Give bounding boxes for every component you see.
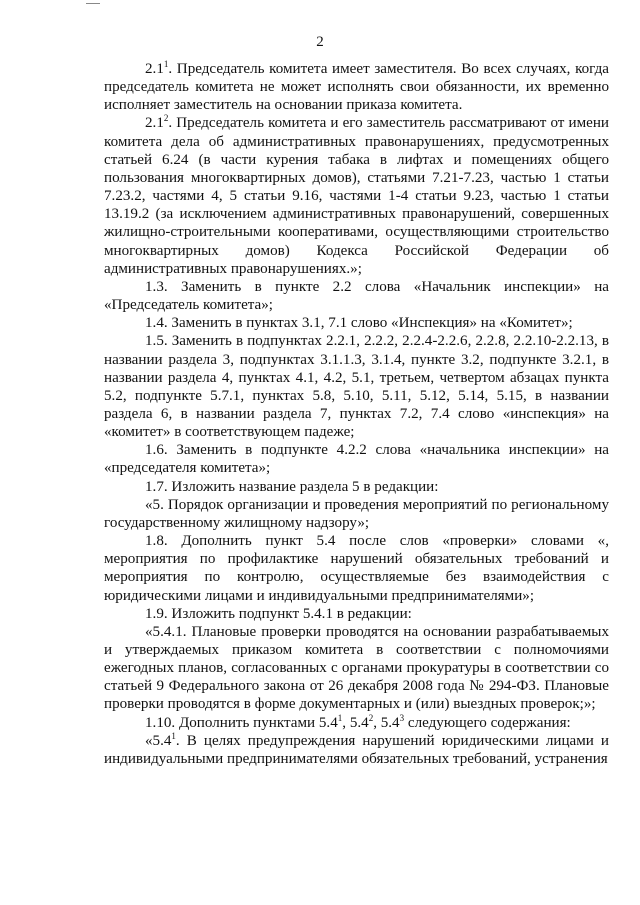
document-body	[104, 60, 609, 768]
paragraph-2-1-1: $2.1^1$. Председатель комитета имеет заместителя. Во всех случаях, когда председатель комитета не может исполнять свои обязанности, их временно исполняет заместитель на основании приказа комитета.	[104, 59, 609, 114]
paragraph-1-5: 1.5. Заменить в подпунктах 2.2.1, 2.2.2, 2.2.4-2.2.6, 2.2.8, 2.2.10-2.2.13, в названии раздела 3, подпунктах 3.1.1.3, 3.1.4, пункте 3.2, подпункте 3.2.1, в названии раздела 4, пунктах 4.1, 4.2, 5.1, третьем, четвертом абзацах пункта 5.2, подпункте 5.7.1, пунктах 5.8, 5.10, 5.11, 5.12, 5.14, 5.15, в названии раздела 6, в названии раздела 7, пунктах 7.2, 7.4 слово «инспекция» на «комитет» в соответствующем падеже;	[104, 333, 609, 441]
paragraph-1-9: 1.9. Изложить подпункт 5.4.1 в редакции:	[145, 605, 412, 622]
paragraph-1-6: 1.6. Заменить в подпункте 4.2.2 слова «начальника инспекции» на «председателя комитета»;	[104, 442, 609, 477]
paragraph-1-7: 1.7. Изложить название раздела 5 в редакции:	[145, 478, 439, 495]
paragraph-1-3: 1.3. Заменить в пункте 2.2 слова «Начальник инспекции» на «Председатель комитета»;	[104, 278, 609, 314]
paragraph-1-10: 1.10. Дополнить пунктами $5.4^1$, $5.4^2$, $5.4^3$ следующего содержания:	[145, 712, 571, 731]
paragraph-2-1-2: $2.1^2$. Председатель комитета и его заместитель рассматривают от имени комитета дела об административных правонарушениях, предусмотренных статьей 6.24 (в части курения табака в лифтах и помещениях общего пользования многоквартирных домов), статьями 7.21-7.23, частью 1 статьи 7.23.2, частями 4, 5 статьи 9.16, частями 1-4 статьи 9.23, частью 1 статьи 13.19.2 (за исключением административных правонарушений, совершенных жилищно-строительными кооперативами, осуществляющими строительство многоквартирных домов) Кодекса Российской Федерации об административных правонарушениях.»;	[104, 113, 609, 277]
paragraph-5-4-1-new: «$5.4^1$. В целях предупреждения нарушений юридическими лицами и индивидуальными предпринимателями обязательных требований, устранения	[104, 730, 609, 767]
paragraph-5-4-1: «5.4.1. Плановые проверки проводятся на основании разрабатываемых и утверждаемых приказом комитета в соответствии с полномочиями ежегодных планов, согласованных с органами прокуратуры в соответствии со статьей 9 Федерального закона от 26 декабря 2008 года № 294-ФЗ. Плановые проверки проводятся в форме документарных и (или) выездных проверок;»;	[104, 623, 609, 713]
page-number: 2	[316, 34, 324, 50]
paragraph-1-8: 1.8. Дополнить пункт 5.4 после слов «проверки» словами «, мероприятия по профилактике нарушений обязательных требований и мероприятия по контролю, осуществляемые без взаимодействия с юридическими лицами и индивидуальными предпринимателями»;	[104, 533, 609, 604]
scan-mark	[86, 0, 100, 4]
paragraph-section-5-title: «5. Порядок организации и проведения мероприятий по региональному государственному жилищному надзору»;	[104, 496, 609, 531]
paragraph-1-4: 1.4. Заменить в пунктах 3.1, 7.1 слово «Инспекция» на «Комитет»;	[145, 315, 573, 332]
